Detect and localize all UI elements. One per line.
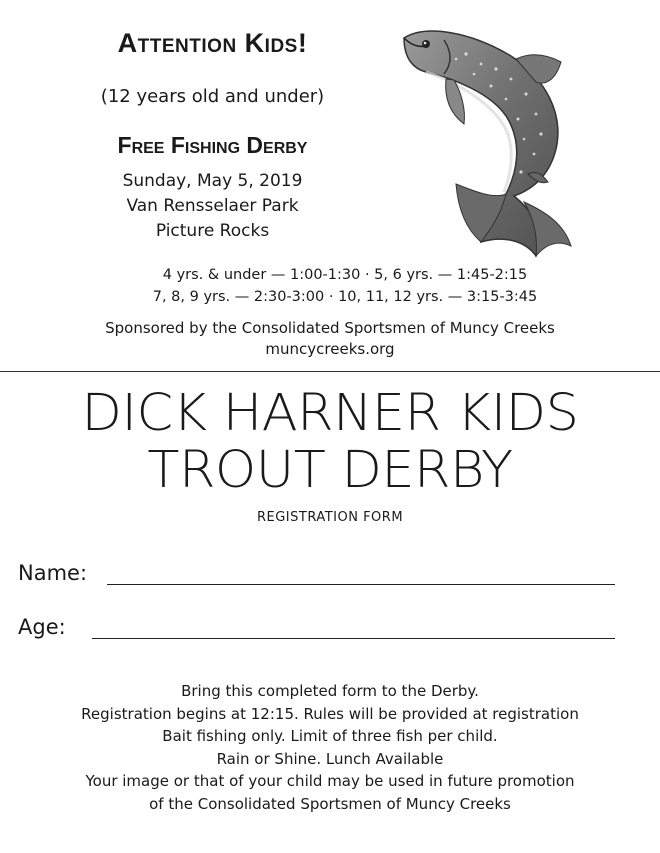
sponsor-block (20, 318, 640, 360)
age-schedule (70, 264, 620, 308)
rule-line: Your image or that of your child may be used in future promotion (85, 772, 575, 790)
rule-line: of the Consolidated Sportsmen of Muncy Creeks (149, 794, 511, 813)
rule-line: Rain or Shine. Lunch Available (216, 749, 444, 768)
event-park: Van Rensselaer Park (126, 196, 299, 216)
sponsor-website: muncycreeks.org (265, 340, 395, 358)
rule-line: Bait fishing only. Limit of three fish per child. (162, 727, 498, 745)
sponsor-text: Sponsored by the Consolidated Sportsmen of Muncy Creeks (105, 319, 555, 337)
name-field[interactable] (107, 584, 615, 585)
event-details (40, 169, 385, 244)
trout-icon (396, 24, 586, 264)
schedule-line: 4 yrs. & under — 1:00-1:30 · 5, 6 yrs. — 1:45-2:15 (162, 267, 528, 283)
form-title-line: DICK HARNER KIDS (81, 384, 579, 443)
form-title (0, 385, 660, 499)
name-label: Name: (18, 561, 88, 585)
age-label: Age: (18, 615, 66, 639)
rules-block (10, 680, 650, 815)
attention-heading: Attention Kids! (117, 28, 308, 58)
schedule-line: 7, 8, 9 yrs. — 2:30-3:00 · 10, 11, 12 yrs. — 3:15-3:45 (152, 289, 538, 305)
rule-line: Registration begins at 12:15. Rules will be provided at registration (81, 704, 579, 723)
age-note: (12 years old and under) (100, 86, 325, 107)
form-subtitle: REGISTRATION FORM (256, 510, 404, 525)
age-field[interactable] (92, 638, 615, 639)
event-date: Sunday, May 5, 2019 (122, 171, 303, 191)
rule-line: Bring this completed form to the Derby. (181, 682, 479, 700)
form-title-line: TROUT DERBY (147, 441, 513, 500)
event-location: Picture Rocks (155, 221, 270, 241)
cut-divider (0, 371, 660, 372)
event-title: Free Fishing Derby (117, 132, 308, 158)
